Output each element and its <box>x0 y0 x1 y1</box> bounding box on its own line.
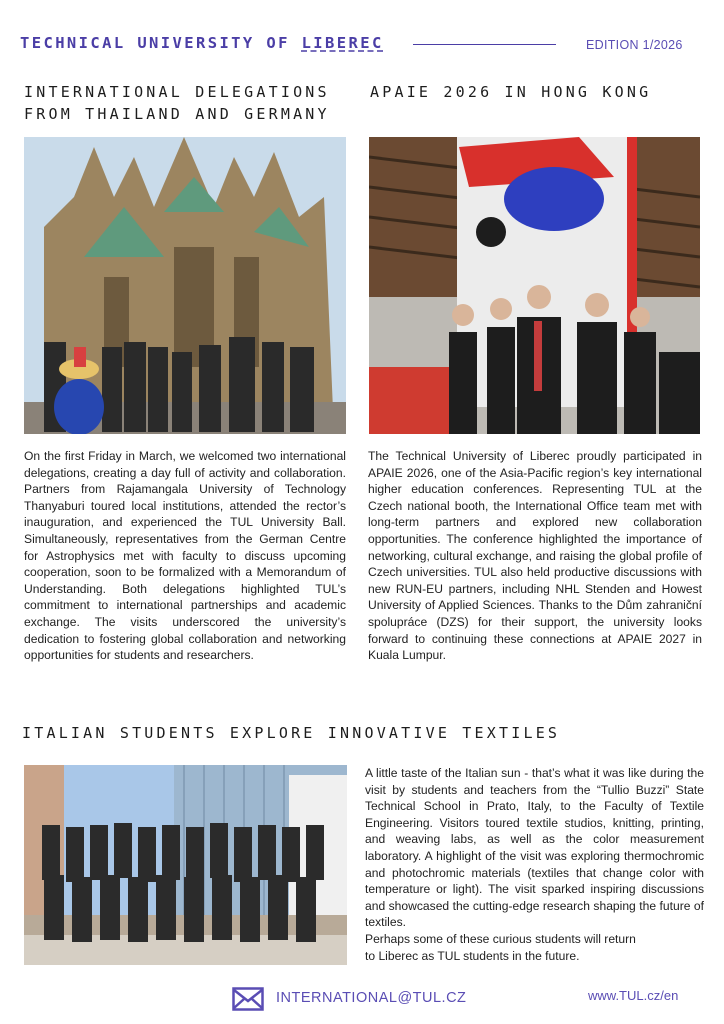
article2-heading: APAIE 2026 IN HONG KONG <box>370 83 652 101</box>
article3-body-line2: to Liberec as TUL students in the future. <box>365 948 580 963</box>
title-prefix: TECHNICAL UNIVERSITY OF <box>20 34 302 52</box>
header-rule <box>413 44 556 45</box>
newsletter-title <box>20 34 384 52</box>
envelope-icon <box>232 987 264 1011</box>
delegation-photo <box>24 137 346 434</box>
website-link[interactable]: www.TUL.cz/en <box>588 988 679 1003</box>
article1-heading: INTERNATIONAL DELEGATIONS FROM THAILAND AND GERMANY <box>24 83 330 123</box>
article2-body: The Technical University of Liberec proudly participated in APAIE 2026, one of the Asia-Pacific region’s key international higher education conferences. Representing TUL at the Czech national booth, the International Office team met with long-term partners and explored new collaboration opportunities. The conference highlighted the importance of networking, cultural exchange, and raising the global profile of Czech universities. TUL also held productive discussions with new RUN-EU partners, including NHL Stenden and Howest University of Applied Sciences. Thanks to the Dům zahraniční spolupráce (DZS) for their support, the university looks forward to continuing these connections at APAIE 2027 in Kuala Lumpur. <box>368 449 702 663</box>
article1-body: On the first Friday in March, we welcomed two international delegations, creating a day full of activity and collaboration. Partners from Rajamangala University of Technology Thanyaburi toured local institutions, attended the rector’s inauguration, and experienced the TUL University Ball. Simultaneously, representatives from the German Centre for Astrophysics met with faculty to discuss upcoming cooperation, soon to be formalized with a Memorandum of Understanding. Both delegations highlighted TUL’s commitment to international partnerships and academic exchange. The visits underscored the university’s dedication to fostering global collaboration and networking opportunities for students and researchers. <box>24 449 346 663</box>
contact-email-link[interactable]: INTERNATIONAL@TUL.CZ <box>276 990 467 1006</box>
article3-heading: ITALIAN STUDENTS EXPLORE INNOVATIVE TEXTILES <box>22 724 561 742</box>
italian-students-photo <box>24 765 347 965</box>
apaie-booth-photo <box>369 137 700 434</box>
edition-label: EDITION 1/2026 <box>586 38 683 52</box>
article3-body <box>365 765 704 964</box>
article3-body-line1: Perhaps some of these curious students will return <box>365 931 636 946</box>
article3-body-main: A little taste of the Italian sun - that’s what it was like during the visit by students and teachers from the “Tullio Buzzi” State Technical School in Prato, Italy, to the Faculty of Textile Engineering. Visitors toured textile studios, knitting, printing, and weaving labs, as well as the color measurement laboratory. A highlight of the visit was exploring thermochromic and photochromic materials (textiles that change color with temperature or light). The visit sparked inspiring discussions and showcased the cutting-edge research shaping the future of textiles. <box>365 766 704 930</box>
title-underlined: LIBEREC <box>301 34 384 52</box>
